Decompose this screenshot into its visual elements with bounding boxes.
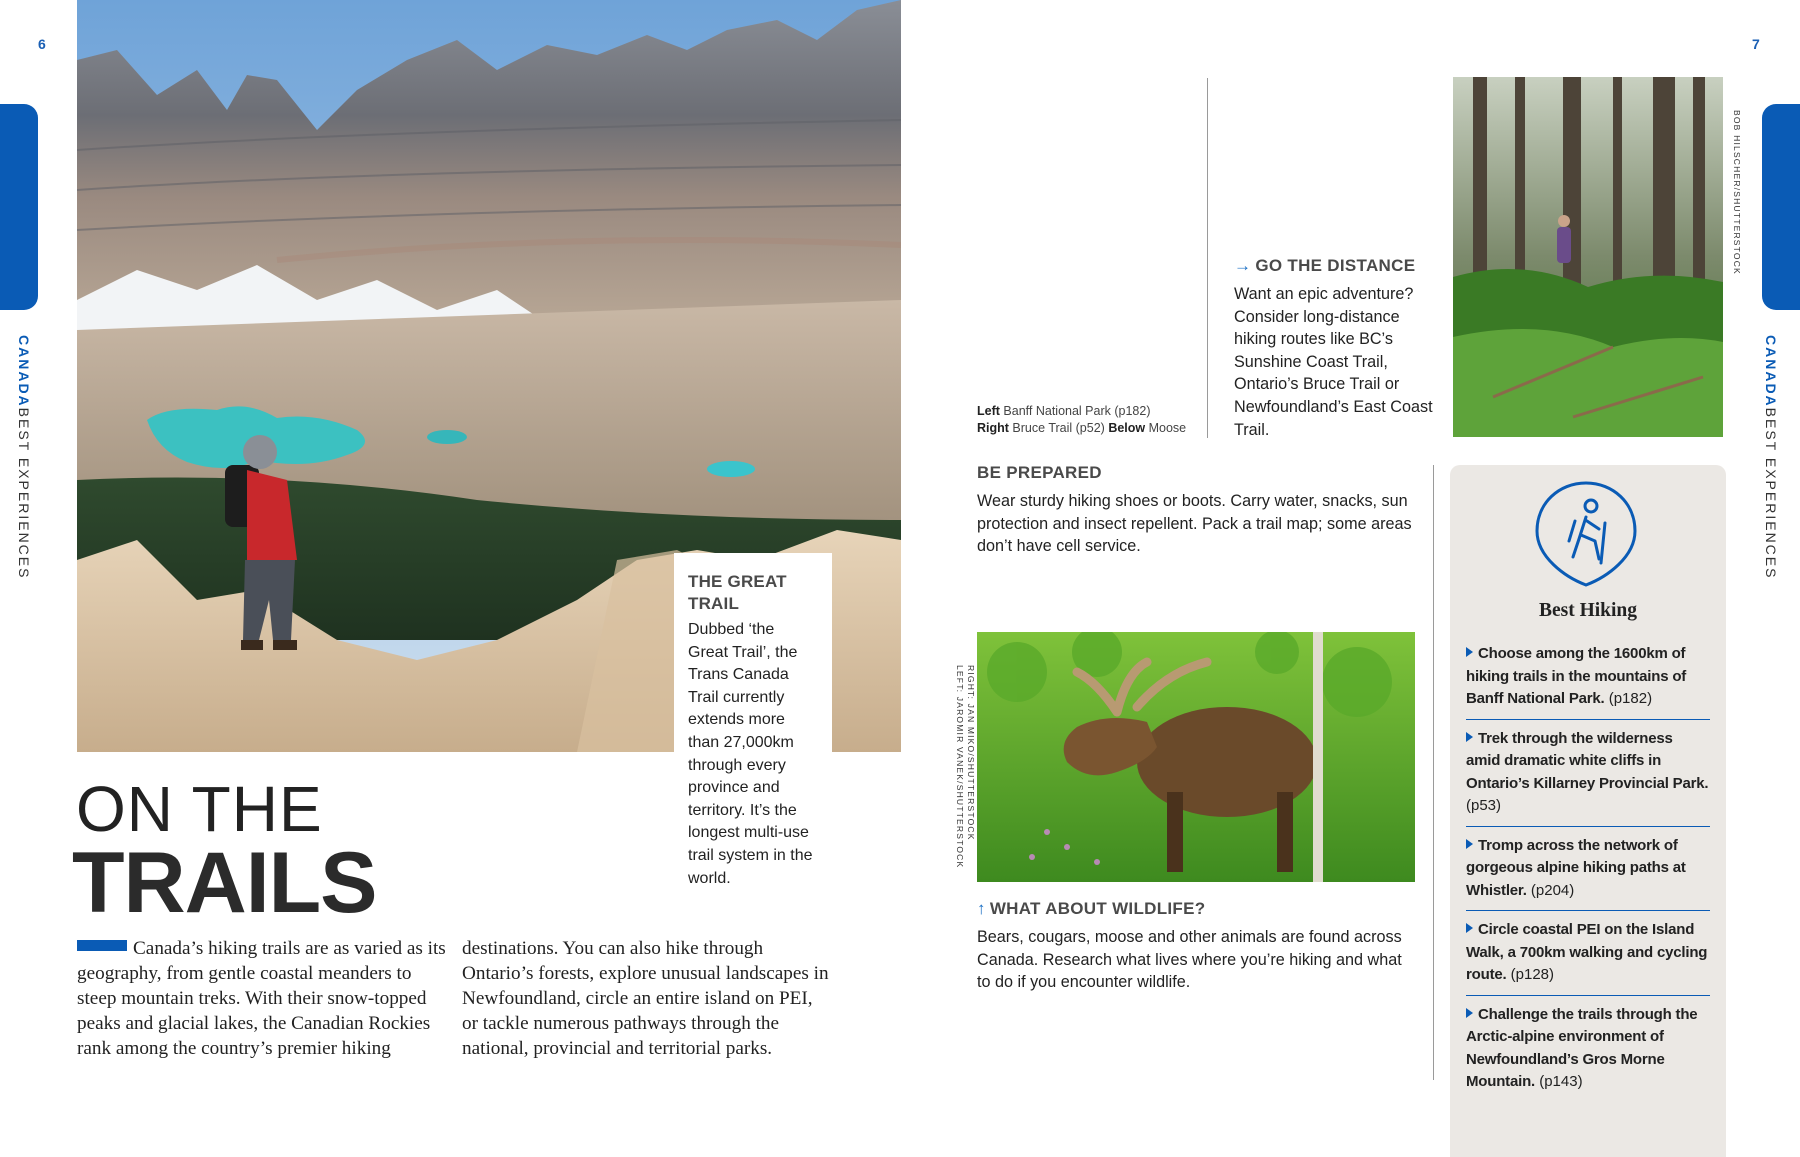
triangle-bullet-icon	[1466, 923, 1473, 933]
wildlife-title-text: WHAT ABOUT WILDLIFE?	[989, 899, 1206, 918]
hiker-pin-icon	[1531, 479, 1641, 589]
triangle-bullet-icon	[1466, 732, 1473, 742]
triangle-bullet-icon	[1466, 1008, 1473, 1018]
side-label-country: CANADA	[1763, 335, 1779, 408]
list-item	[1466, 720, 1710, 827]
page-number-left: 6	[38, 36, 46, 52]
great-trail-title-line1: THE GREAT	[688, 572, 787, 591]
go-distance-title	[1234, 256, 1415, 276]
list-item-ref: (p128)	[1510, 966, 1554, 983]
caption-right-text: Bruce Trail (p52)	[1012, 421, 1105, 435]
page-number-right: 7	[1752, 36, 1760, 52]
wildlife-title	[977, 899, 1205, 919]
list-item-text: Tromp across the network of gorgeous alpine hiking paths at Whistler.	[1466, 836, 1686, 899]
best-hiking-title: Best Hiking	[1538, 600, 1638, 621]
list-item-text: Challenge the trails through the Arctic-alpine environment of Newfoundland’s Gros Morne Mountain.	[1466, 1005, 1698, 1090]
side-label-section: BEST EXPERIENCES	[1763, 407, 1779, 580]
list-item-text: Choose among the 1600km of hiking trails in the mountains of Banff National Park.	[1466, 645, 1687, 707]
lead-bar	[77, 940, 127, 951]
caption-right-label: Right	[977, 421, 1009, 435]
list-item	[1466, 827, 1710, 912]
best-hiking-list	[1466, 635, 1710, 1102]
headline-line1: ON THE	[76, 773, 323, 845]
wildlife-text: Bears, cougars, moose and other animals are found across Canada. Research what lives where you’re hiking and what to do if you encounter wildlife.	[977, 928, 1402, 992]
caption-left-text: Banff National Park (p182)	[1003, 404, 1151, 418]
headline-line2: TRAILS	[72, 835, 377, 931]
caption-below-label: Below	[1108, 421, 1146, 435]
side-label-right	[1763, 335, 1779, 579]
photo-credit-right: RIGHT: JAN MIKO/SHUTTERSTOCK	[966, 665, 976, 841]
bruce-trail-forest-photo	[1453, 77, 1723, 437]
divider-vertical-panel	[1433, 465, 1434, 1080]
triangle-bullet-icon	[1466, 839, 1473, 849]
arrow-up-icon: ↑	[977, 899, 986, 918]
be-prepared-text: Wear sturdy hiking shoes or boots. Carry water, snacks, sun protection and insect repellent. Pack a trail map; some areas don’t have cell service.	[977, 492, 1412, 556]
divider-vertical-top	[1207, 78, 1208, 438]
side-label-left	[16, 335, 32, 579]
list-item-text: Circle coastal PEI on the Island Walk, a 700km walking and cycling route.	[1466, 921, 1708, 983]
side-label-country: CANADA	[16, 335, 32, 408]
great-trail-title-line2: TRAIL	[688, 594, 740, 613]
photo-credit-top-right: BOB HILSCHER/SHUTTERSTOCK	[1732, 110, 1742, 275]
list-item	[1466, 635, 1710, 720]
list-item-ref: (p204)	[1530, 881, 1575, 899]
be-prepared-title: BE PREPARED	[977, 463, 1102, 482]
side-label-section: BEST EXPERIENCES	[16, 407, 32, 580]
body-column-1-text: Canada’s hiking trails are as varied as its geography, from gentle coastal meanders to steep mountain treks. With their snow-topped peaks and glacial lakes, the Canadian Rockies rank among the country’s premier hiking	[77, 938, 446, 1059]
photo-credit-middle	[954, 665, 976, 868]
body-column-1	[77, 937, 447, 1062]
list-item-ref: (p143)	[1539, 1073, 1583, 1090]
side-tab-right	[1762, 104, 1800, 310]
list-item-text: Trek through the wilderness amid dramatic white cliffs in Ontario’s Killarney Provincial Park.	[1466, 729, 1709, 792]
triangle-bullet-icon	[1466, 647, 1473, 657]
photo-caption	[977, 403, 1186, 437]
list-item	[1466, 996, 1710, 1102]
body-column-2: destinations. You can also hike through Ontario’s forests, explore unusual landscapes in Newfoundland, circle an entire island on PEI, or tackle numerous pathways through the national, provincial and territorial parks.	[462, 938, 829, 1059]
list-item-ref: (p53)	[1466, 797, 1502, 814]
caption-left-label: Left	[977, 404, 1000, 418]
moose-photo	[977, 632, 1415, 882]
caption-below-text: Moose	[1148, 421, 1187, 435]
best-hiking-panel	[1450, 465, 1726, 1157]
side-tab-left	[0, 104, 38, 310]
list-item	[1466, 911, 1710, 996]
go-distance-title-text: GO THE DISTANCE	[1255, 256, 1416, 275]
arrow-right-icon: →	[1234, 256, 1252, 275]
photo-credit-left: LEFT: JAROMIR VANEK/SHUTTERSTOCK	[955, 665, 965, 869]
list-item-ref: (p182)	[1608, 690, 1653, 707]
great-trail-text: Dubbed ‘the Great Trail’, the Trans Canada Trail currently extends more than 27,000km through every province and territory. It’s the longest multi-use trail system in the world.	[688, 621, 813, 887]
great-trail-box	[674, 553, 832, 898]
go-distance-text: Want an epic adventure? Consider long-distance hiking routes like BC’s Sunshine Coast Trail, Ontario’s Bruce Trail or Newfoundland’s East Coast Trail.	[1234, 285, 1433, 439]
